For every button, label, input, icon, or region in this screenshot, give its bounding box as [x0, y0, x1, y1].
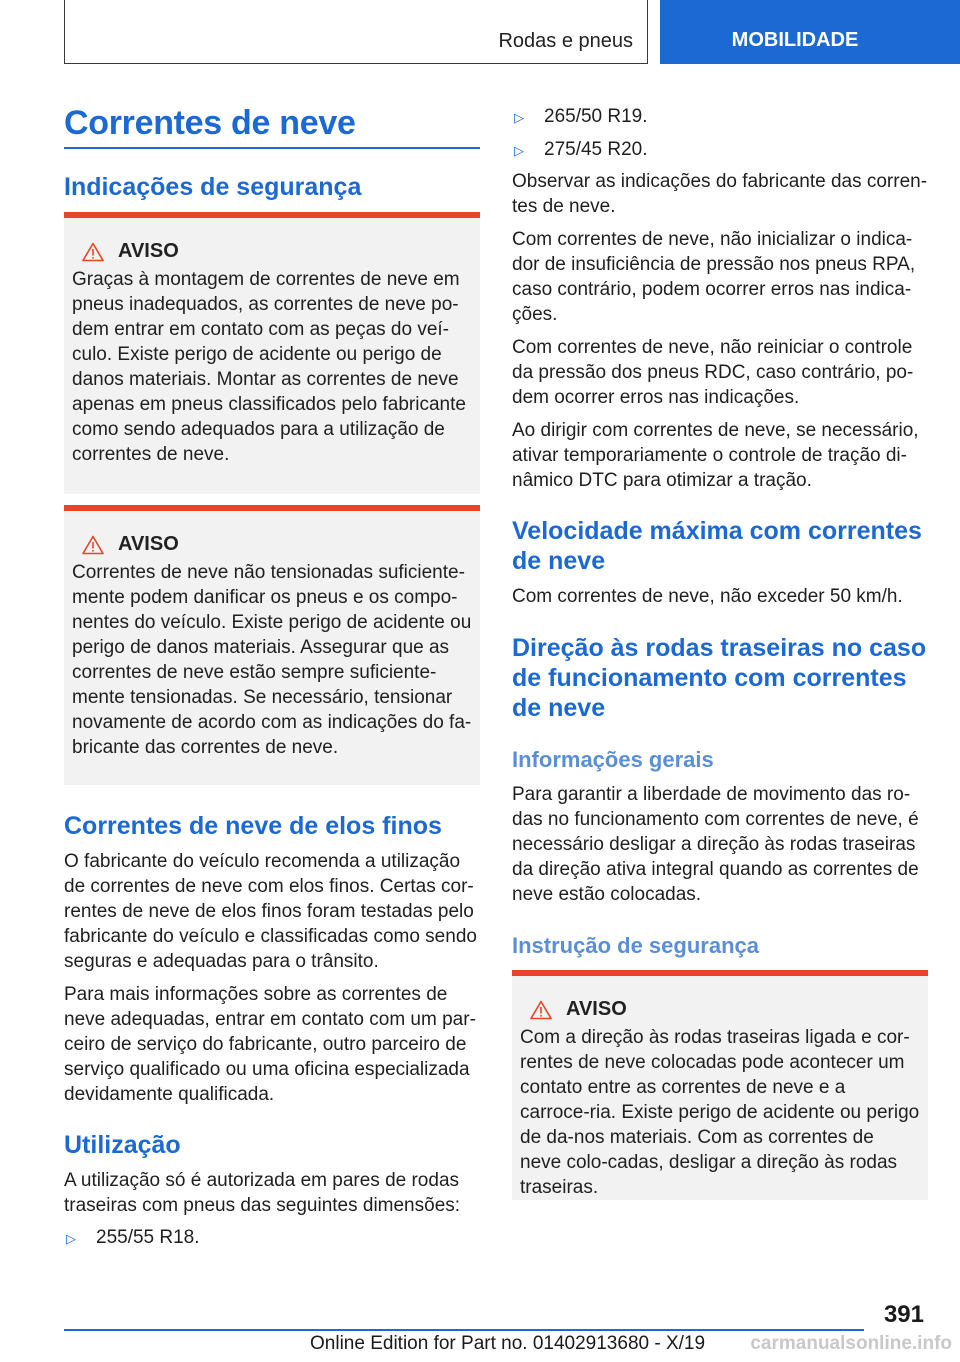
- chapter-title: MOBILIDADE: [731, 29, 859, 51]
- warning-label: AVISO: [118, 533, 179, 555]
- safety-instruction-heading: Instrução de segurança: [512, 933, 759, 958]
- warning-text: Correntes de neve não tensionadas suficiente-mente podem danificar os pneus e os compo-nentes do veículo. Existe perigo de acidente ou perigo de danos materiais. Assegurar que as correntes de neve estão sempre suficiente-mente tensionadas. Se necessário, tensionar novamente de acordo com as indicações do fa-bricante das correntes de neve.: [72, 562, 472, 758]
- warning-box-3: [512, 970, 928, 1200]
- footer-divider: [64, 1329, 864, 1331]
- triangle-bullet-icon: ▷: [514, 143, 524, 158]
- usage-heading: Utilização: [64, 1131, 181, 1159]
- list-item: [512, 137, 928, 163]
- warning-box-1: [64, 212, 480, 494]
- warning-triangle-icon: [82, 535, 104, 555]
- paragraph-dtc: Ao dirigir com correntes de neve, se necessário, ativar temporariamente o controle de tração di-nâmico DTC para otimizar a tração.: [512, 420, 919, 491]
- usage-paragraph: A utilização só é autorizada em pares de rodas traseiras com pneus das seguintes dimensões:: [64, 1170, 461, 1216]
- tire-size: 255/55 R18.: [96, 1227, 200, 1248]
- triangle-bullet-icon: ▷: [514, 110, 524, 125]
- paragraph-rdc: Com correntes de neve, não reiniciar o controle da pressão dos pneus RDC, caso contrário, po-dem ocorrer erros nas indicações.: [512, 337, 914, 408]
- speed-heading: Velocidade máxima com correntes de neve: [512, 517, 922, 575]
- header-section-box: [64, 0, 648, 64]
- page-title: Correntes de neve: [64, 104, 356, 142]
- tire-size: 275/45 R20.: [544, 139, 648, 160]
- watermark: carmanualsonline.info: [750, 1333, 952, 1354]
- tire-size: 265/50 R19.: [544, 106, 648, 127]
- warning-text: Graças à montagem de correntes de neve em pneus inadequados, as correntes de neve po-dem entrar em contato com as peças do veí-culo. Existe perigo de acidente ou perigo de danos materiais. Montar as correntes de neve apenas em pneus classificados pelo fabricante como sendo adequados para a utilização de correntes de neve.: [72, 269, 466, 465]
- warning-text: Com a direção às rodas traseiras ligada e cor-rentes de neve colocadas pode acontecer um contato entre as correntes de neve e a carroce-ria. Existe perigo de acidente ou perigo de da-nos materiais. Com as correntes de neve colo-cadas, desligar a direção às rodas traseiras.: [520, 1027, 920, 1198]
- steering-heading: Direção às rodas traseiras no caso de funcionamento com correntes de neve: [512, 634, 927, 722]
- warning-triangle-icon: [82, 242, 104, 262]
- paragraph-rpa: Com correntes de neve, não inicializar o indica-dor de insuficiência de pressão nos pneus RPA, caso contrário, podem ocorrer erros nas indica-ções.: [512, 229, 916, 325]
- section-title: Rodas e pneus: [498, 30, 633, 52]
- warning-label: AVISO: [566, 998, 627, 1020]
- list-item: [64, 1225, 480, 1251]
- triangle-bullet-icon: ▷: [66, 1231, 76, 1246]
- speed-paragraph: Com correntes de neve, não exceder 50 km/h.: [512, 586, 903, 607]
- general-info-heading: Informações gerais: [512, 747, 714, 772]
- fine-links-paragraph-2: Para mais informações sobre as correntes de neve adequadas, entrar em contato com um par-ceiro de serviço do fabricante, outro parceiro de serviço qualificado ou uma oficina especializada devidamente qualificada.: [64, 984, 476, 1105]
- warning-box-2: [64, 505, 480, 785]
- safety-heading: Indicações de segurança: [64, 173, 362, 201]
- title-divider: [64, 147, 480, 149]
- chapter-tab: [660, 0, 960, 64]
- fine-links-heading: Correntes de neve de elos finos: [64, 812, 442, 840]
- edition-note: Online Edition for Part no. 01402913680 - X/19: [310, 1333, 706, 1354]
- warning-label: AVISO: [118, 240, 179, 262]
- paragraph-manufacturer: Observar as indicações do fabricante das corren-tes de neve.: [512, 171, 928, 217]
- fine-links-paragraph-1: O fabricante do veículo recomenda a utilização de correntes de neve com elos finos. Certas cor-rentes de neve de elos finos foram testadas pelo fabricante do veículo e classificadas como sendo seguras e adequadas para o trânsito.: [64, 851, 477, 972]
- list-item: [512, 104, 928, 130]
- page-number: 391: [883, 1301, 924, 1328]
- warning-triangle-icon: [530, 1000, 552, 1020]
- general-info-paragraph: Para garantir a liberdade de movimento das ro-das no funcionamento com correntes de neve, é necessário desligar a direção às rodas traseiras da direção ativa integral quando as correntes de neve estão colocadas.: [512, 784, 919, 905]
